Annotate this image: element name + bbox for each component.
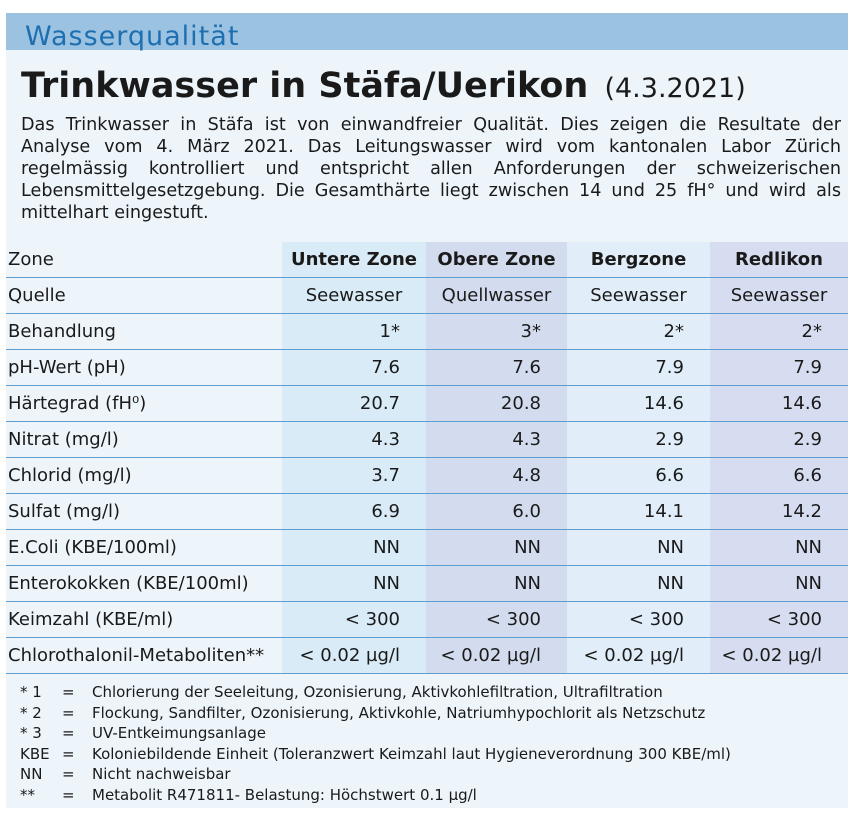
table-cell: 6.0 — [426, 494, 567, 530]
footnote-item — [20, 703, 731, 724]
table-cell: Seewasser — [282, 278, 426, 314]
table-row — [6, 530, 848, 566]
table-row — [6, 638, 848, 674]
table-cell: < 300 — [710, 602, 848, 638]
table-cell: Seewasser — [710, 278, 848, 314]
table-cell: 2.9 — [710, 422, 848, 458]
table-cell: NN — [710, 530, 848, 566]
section-label: Wasserqualität — [25, 21, 240, 52]
footnote-text: Metabolit R471811- Belastung: Höchstwert 0.1 µg/l — [92, 785, 477, 804]
table-cell: 6.6 — [710, 458, 848, 494]
zone-header-berg: Bergzone — [567, 242, 710, 278]
footnote-text: Flockung, Sandfilter, Ozonisierung, Aktivkohle, Natriumhypochlorit als Netzschutz — [92, 703, 706, 722]
table-cell: NN — [426, 566, 567, 602]
row-label: Chlorid (mg/l) — [6, 458, 282, 494]
table-cell: Quellwasser — [426, 278, 567, 314]
footnote-key: NN — [20, 765, 43, 783]
table-cell: 20.7 — [282, 386, 426, 422]
table-cell: NN — [567, 530, 710, 566]
table-cell: Seewasser — [567, 278, 710, 314]
table-cell: 14.1 — [567, 494, 710, 530]
footnote-separator: = — [62, 724, 75, 742]
footnote-key: * 3 — [20, 724, 42, 742]
table-row — [6, 566, 848, 602]
footnotes — [20, 682, 731, 805]
footnote-key: ** — [20, 785, 35, 804]
footnote-separator: = — [62, 765, 75, 783]
footnote-key: * 1 — [20, 683, 42, 701]
table-cell: 14.6 — [710, 386, 848, 422]
page-title — [21, 66, 746, 109]
table-cell: 3* — [426, 314, 567, 350]
table-cell: 1* — [282, 314, 426, 350]
row-label: E.Coli (KBE/100ml) — [6, 530, 282, 566]
table-cell: NN — [710, 566, 848, 602]
intro-paragraph: Das Trinkwasser in Stäfa ist von einwandfreier Qualität. Dies zeigen die Resultate der Analyse vom 4. März 2021. Das Leitungswasser wird vom kantonalen Labor Zürich regelmässig kontrolliert und entspricht allen Anforderungen der schweizerischen Lebensmittelgesetzgebung. Die Gesamthärte liegt zwischen 14 und 25 fH° und wird als mittelhart eingestuft. — [21, 115, 841, 223]
table-cell: 3.7 — [282, 458, 426, 494]
table-header-row — [6, 242, 848, 278]
footnote-text: Chlorierung der Seeleitung, Ozonisierung, Aktivkohlefiltration, Ultrafiltration — [92, 683, 663, 701]
footnote-text: Koloniebildende Einheit (Toleranzwert Keimzahl laut Hygieneverordnung 300 KBE/ml) — [92, 744, 731, 763]
table-cell: 7.9 — [567, 350, 710, 386]
table-row — [6, 458, 848, 494]
table-cell: NN — [567, 566, 710, 602]
footnote-separator: = — [62, 683, 75, 701]
table-cell: 7.6 — [282, 350, 426, 386]
footnote-separator: = — [62, 744, 75, 763]
title-date: (4.3.2021) — [604, 73, 746, 104]
row-label: Härtegrad (fH⁰) — [6, 386, 282, 422]
table-cell: 4.3 — [426, 422, 567, 458]
footnote-item — [20, 764, 731, 785]
table-cell: < 300 — [426, 602, 567, 638]
table-cell: 7.9 — [710, 350, 848, 386]
row-label: Sulfat (mg/l) — [6, 494, 282, 530]
table-cell: 14.2 — [710, 494, 848, 530]
table-cell: < 0.02 µg/l — [426, 638, 567, 674]
table-cell: < 0.02 µg/l — [282, 638, 426, 674]
row-label: Nitrat (mg/l) — [6, 422, 282, 458]
water-quality-panel — [6, 13, 848, 808]
table-cell: < 0.02 µg/l — [710, 638, 848, 674]
zone-header-untere: Untere Zone — [282, 242, 426, 278]
table-cell: 2.9 — [567, 422, 710, 458]
row-label: Chlorothalonil-Metaboliten** — [6, 638, 282, 674]
footnote-key: * 2 — [20, 703, 42, 722]
table-cell: < 0.02 µg/l — [567, 638, 710, 674]
table-row — [6, 422, 848, 458]
table-cell: 2* — [710, 314, 848, 350]
row-label: Quelle — [6, 278, 282, 314]
table-cell: < 300 — [282, 602, 426, 638]
table-row — [6, 602, 848, 638]
footnote-item — [20, 785, 731, 806]
zone-header-obere: Obere Zone — [426, 242, 567, 278]
table-cell: 4.3 — [282, 422, 426, 458]
table-cell: < 300 — [567, 602, 710, 638]
table-row — [6, 350, 848, 386]
header-label: Zone — [6, 242, 282, 278]
table-cell: 6.9 — [282, 494, 426, 530]
table-row — [6, 494, 848, 530]
table-cell: 4.8 — [426, 458, 567, 494]
section-header-bar — [6, 13, 848, 50]
row-label: Keimzahl (KBE/ml) — [6, 602, 282, 638]
table-cell: 6.6 — [567, 458, 710, 494]
footnote-text: UV-Entkeimungsanlage — [92, 724, 266, 742]
footnote-text: Nicht nachweisbar — [92, 765, 231, 783]
row-label: pH-Wert (pH) — [6, 350, 282, 386]
footnote-key: KBE — [20, 744, 50, 763]
title-text: Trinkwasser in Stäfa/Uerikon — [21, 66, 589, 106]
row-label: Enterokokken (KBE/100ml) — [6, 566, 282, 602]
footnote-separator: = — [62, 785, 75, 804]
water-analysis-table — [6, 242, 848, 674]
table-cell: 20.8 — [426, 386, 567, 422]
table-row — [6, 386, 848, 422]
footnote-item — [20, 744, 731, 765]
table-row — [6, 278, 848, 314]
footnote-separator: = — [62, 703, 75, 722]
table-cell: NN — [426, 530, 567, 566]
table-row — [6, 314, 848, 350]
table-cell: 2* — [567, 314, 710, 350]
zone-header-redlikon: Redlikon — [710, 242, 848, 278]
table-cell: 14.6 — [567, 386, 710, 422]
row-label: Behandlung — [6, 314, 282, 350]
footnote-item — [20, 723, 731, 744]
footnote-item — [20, 682, 731, 703]
table-cell: NN — [282, 566, 426, 602]
table-cell: 7.6 — [426, 350, 567, 386]
table-cell: NN — [282, 530, 426, 566]
